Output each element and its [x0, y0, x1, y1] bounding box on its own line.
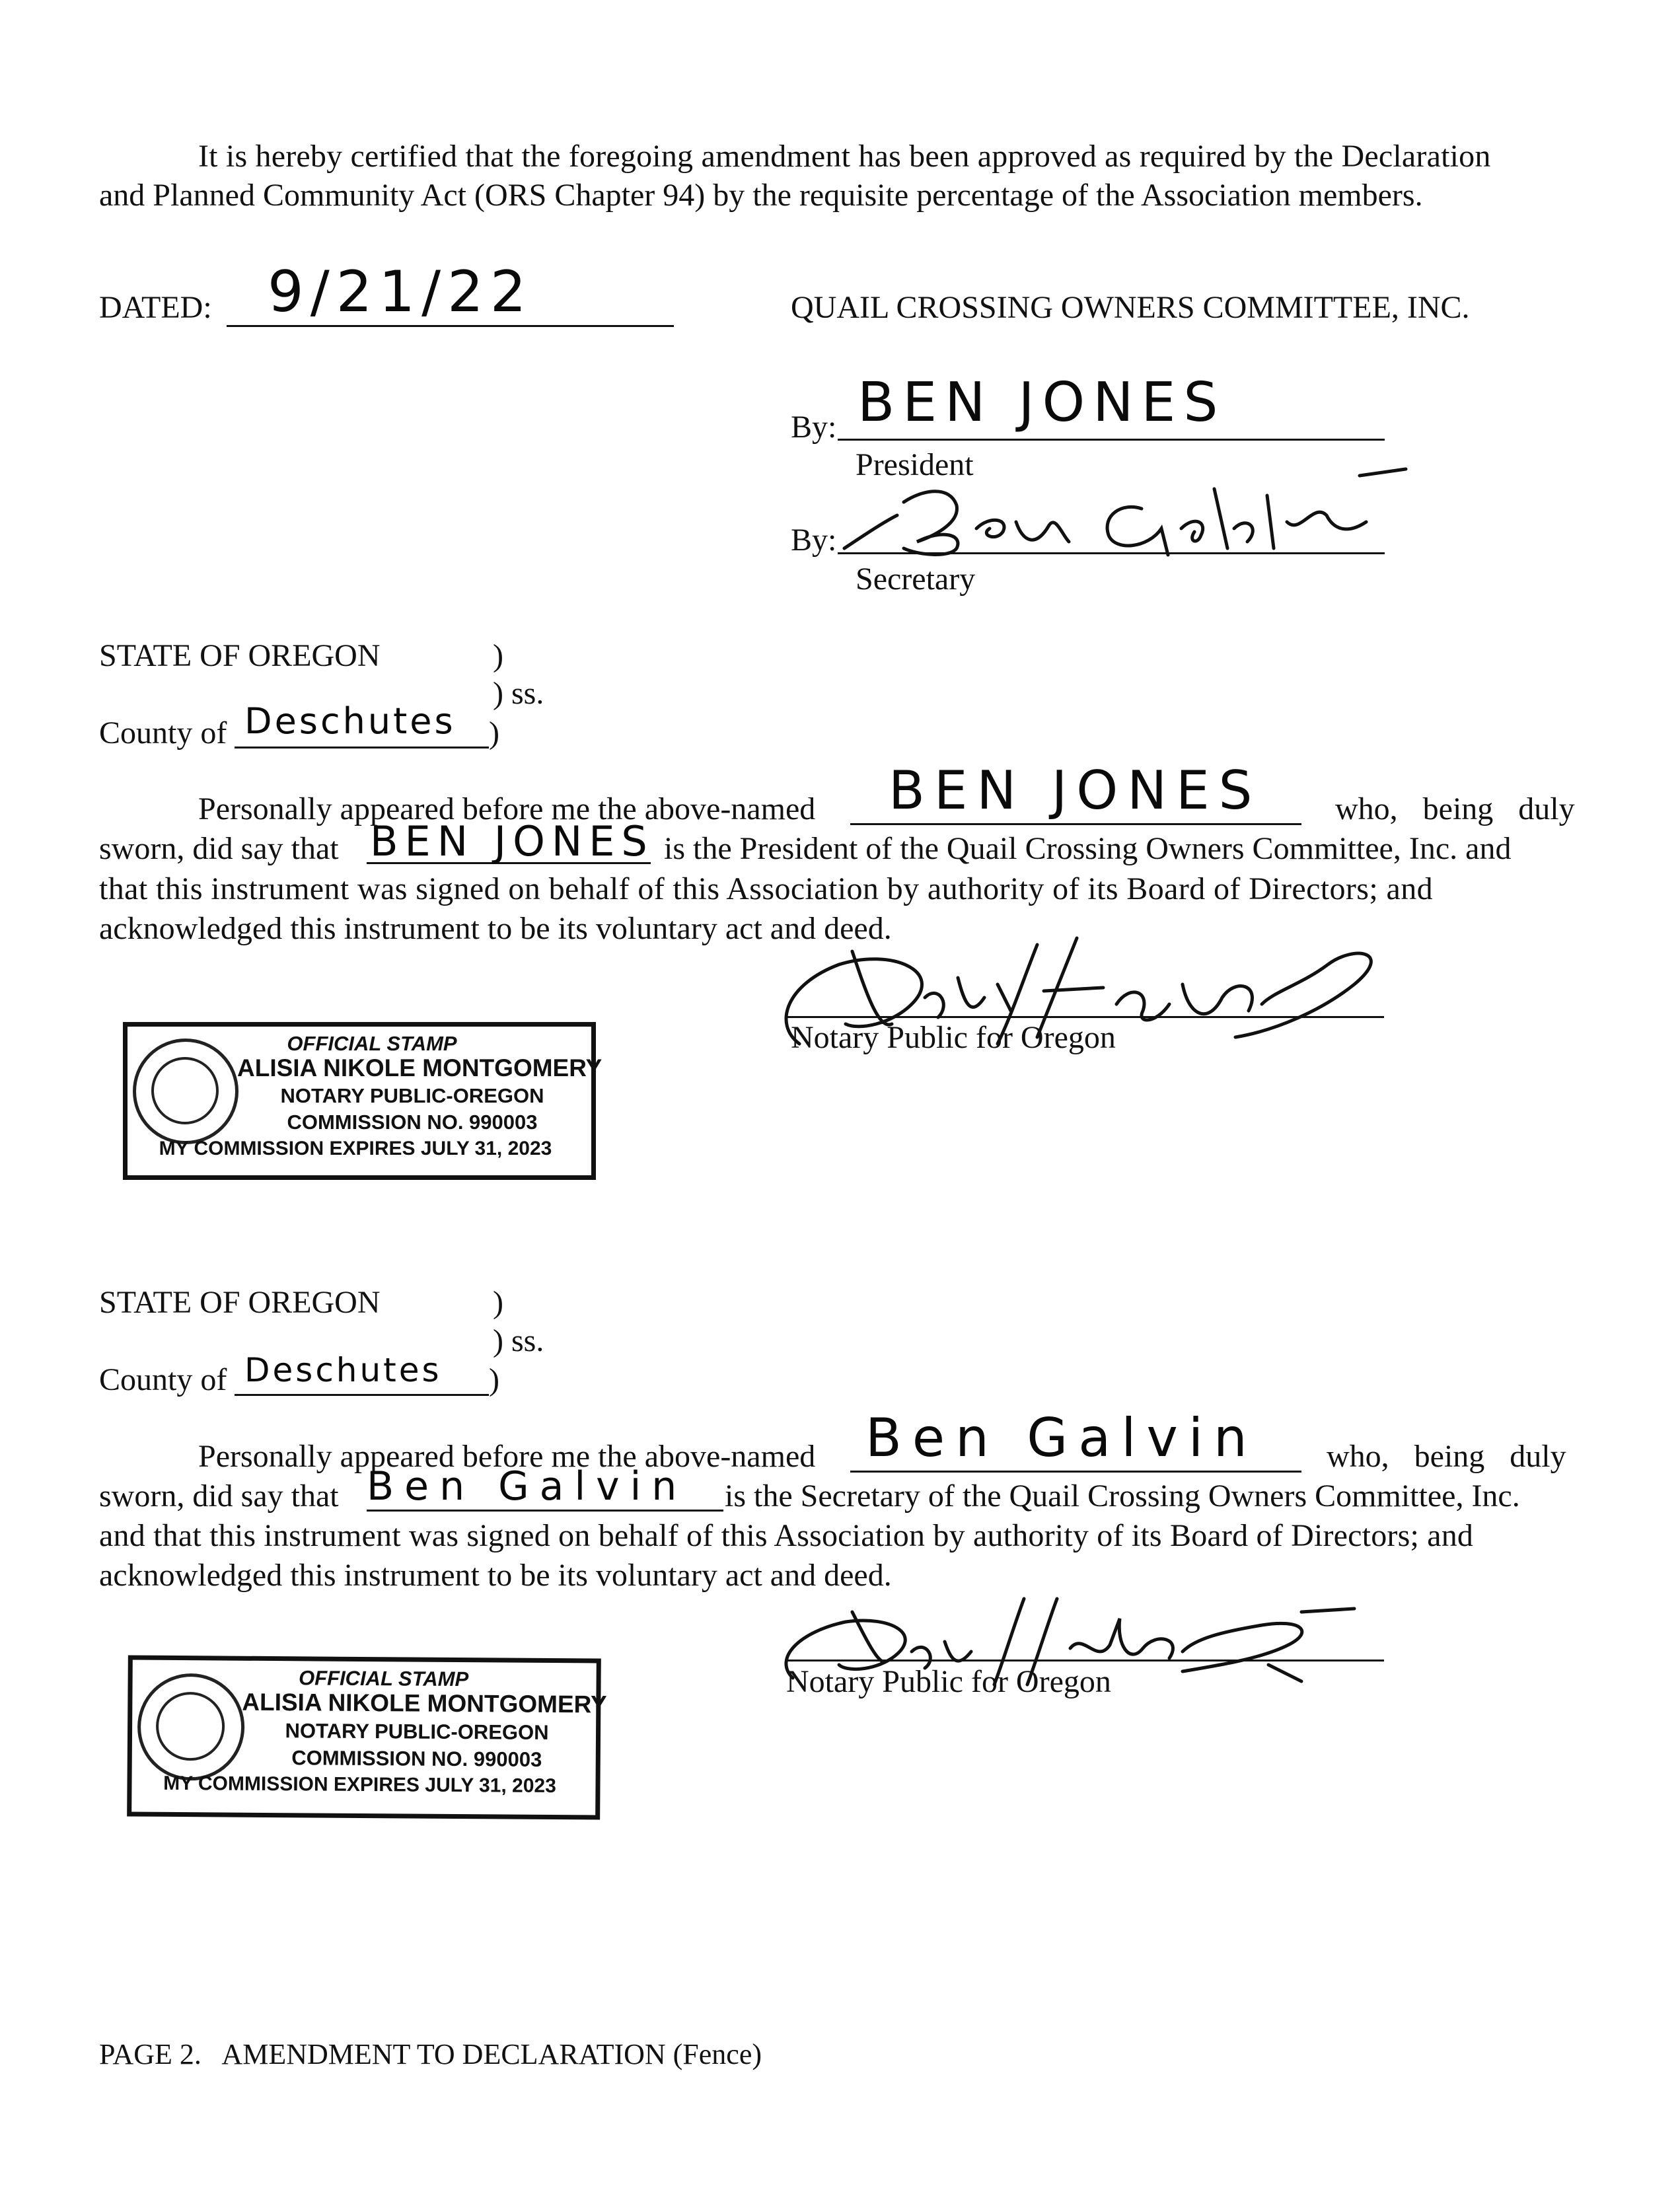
- ack1-notary-label: Notary Public for Oregon: [791, 1020, 1116, 1055]
- ack1-county-label: County of: [99, 715, 227, 750]
- notary-stamp-1: [123, 1022, 603, 1180]
- ack2-text-c: sworn, did say that: [99, 1478, 339, 1514]
- ack1-text-f: acknowledged this instrument to be its voluntary act and deed.: [99, 911, 892, 946]
- by-label-secretary: By:: [791, 523, 837, 558]
- ack1-county-value: Deschutes: [244, 700, 456, 742]
- secretary-signature-graphic: [838, 449, 1432, 562]
- ack2-county-label: County of: [99, 1362, 227, 1397]
- ack1-county-line: [235, 747, 489, 748]
- secretary-title: Secretary: [856, 562, 976, 597]
- stamp1-name: ALISIA NIKOLE MONTGOMERY: [237, 1054, 603, 1081]
- certification-line-2: and Planned Community Act (ORS Chapter 94) by the requisite percentage of the Association members.: [99, 178, 1423, 213]
- stamp1-commission: COMMISSION NO. 990003: [287, 1111, 538, 1134]
- ack2-name-line: [850, 1471, 1301, 1473]
- president-signature: BEN JONES: [858, 371, 1226, 434]
- ack1-state: STATE OF OREGON: [99, 638, 381, 673]
- ack2-text-e: and that this instrument was signed on behalf of this Association by authority of its Board of Directors; and: [99, 1518, 1474, 1553]
- by-label-president: By:: [791, 410, 837, 445]
- organization-name: QUAIL CROSSING OWNERS COMMITTEE, INC.: [791, 290, 1470, 325]
- ack1-text-e: that this instrument was signed on behalf of this Association by authority of its Board of Directors; and: [99, 871, 1434, 906]
- ack2-text-d: is the Secretary of the Quail Crossing Owners Committee, Inc.: [725, 1478, 1520, 1514]
- ack2-state: STATE OF OREGON: [99, 1285, 381, 1320]
- notary-seal-2-inner: [156, 1692, 225, 1761]
- ack1-text-a: Personally appeared before me the above-named: [198, 791, 816, 826]
- stamp1-expires: MY COMMISSION EXPIRES JULY 31, 2023: [159, 1138, 552, 1159]
- ack2-paren: ): [493, 1285, 503, 1320]
- stamp1-title: NOTARY PUBLIC-OREGON: [280, 1084, 544, 1107]
- ack2-county-paren: ): [489, 1362, 499, 1397]
- ack1-paren: ): [493, 638, 503, 673]
- ack1-text-d: is the President of the Quail Crossing Owners Committee, Inc. and: [664, 831, 1512, 866]
- ack1-county-paren: ): [489, 715, 499, 750]
- certification-line-1: It is hereby certified that the foregoing amendment has been approved as required by the Declaration: [198, 139, 1491, 174]
- dated-value: 9/21/22: [268, 259, 533, 325]
- ack2-text-f: acknowledged this instrument to be its voluntary act and deed.: [99, 1558, 892, 1593]
- ack2-text-b: who, being duly: [1327, 1439, 1566, 1474]
- ack1-name2: BEN JONES: [370, 817, 654, 865]
- notary-stamp-2: [127, 1656, 607, 1820]
- president-title: President: [856, 447, 974, 482]
- dated-line: [227, 325, 674, 327]
- ack1-name-line: [850, 823, 1301, 825]
- ack2-name2: Ben Galvin: [367, 1463, 688, 1510]
- president-signature-line: [838, 439, 1385, 441]
- ack2-name: Ben Galvin: [865, 1407, 1258, 1469]
- stamp2-name: ALISIA NIKOLE MONTGOMERY: [242, 1688, 607, 1718]
- ack2-county-line: [235, 1394, 489, 1396]
- ack1-text-b: who, being duly: [1335, 791, 1575, 826]
- stamp2-title: NOTARY PUBLIC-OREGON: [285, 1719, 549, 1744]
- ack2-county-value: Deschutes: [244, 1351, 442, 1389]
- ack2-text-a: Personally appeared before me the above-named: [198, 1439, 816, 1474]
- page-footer: PAGE 2. AMENDMENT TO DECLARATION (Fence): [99, 2038, 762, 2070]
- stamp2-expires: MY COMMISSION EXPIRES JULY 31, 2023: [163, 1772, 556, 1798]
- stamp2-header: OFFICIAL STAMP: [298, 1666, 469, 1691]
- ack1-text-c: sworn, did say that: [99, 831, 339, 866]
- stamp2-commission: COMMISSION NO. 990003: [291, 1746, 542, 1771]
- ack2-notary-label: Notary Public for Oregon: [786, 1664, 1111, 1699]
- ack1-ss: ) ss.: [493, 676, 544, 711]
- ack2-ss: ) ss.: [493, 1323, 544, 1358]
- stamp1-header: OFFICIAL STAMP: [287, 1032, 457, 1055]
- ack2-name2-line: [367, 1510, 723, 1512]
- ack1-name: BEN JONES: [889, 760, 1262, 821]
- dated-label: DATED:: [99, 290, 212, 325]
- notary-seal-1-inner: [151, 1057, 219, 1124]
